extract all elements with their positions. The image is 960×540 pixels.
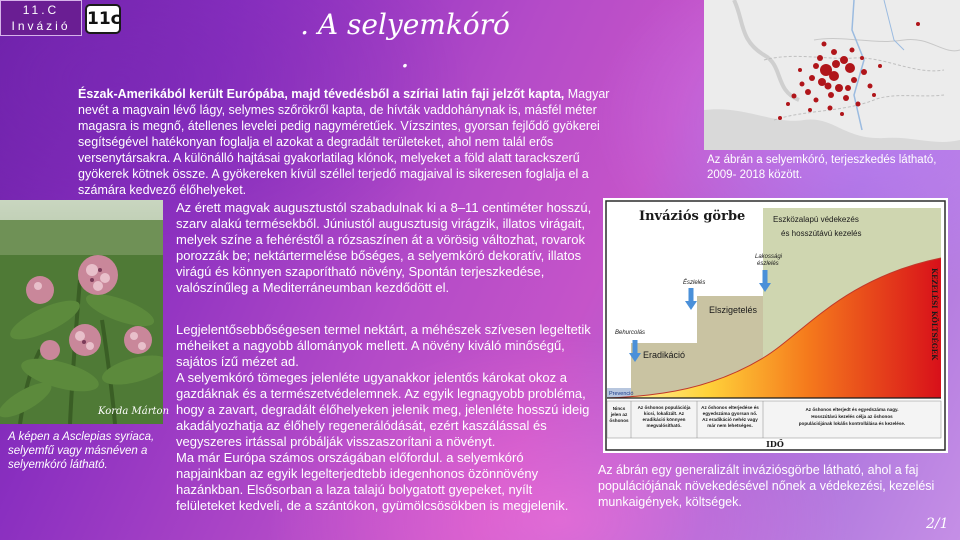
note-1-line-1: kicsi, lokalizált. Az [643,411,685,416]
impact-paragraph [176,322,591,514]
chart-title: Inváziós görbe [639,209,746,224]
seeds-paragraph: Az érett magvak augusztustól szabadulnak ki a 8–11 centiméter hosszú, szarv alakú termésekből. Júniustól augusztusig virágzik, illatos virágait, melyek színe a fehéréstől a rózsaszínen át a vörösig változhat, rovarok porozzák be; nektártermelése bőséges, a selyemkóró dekoratív, illatos virágú és könnyen szaporítható növény, Spontán terjeszkedése, valószínűleg a Mediterráneumban kezdődött el. [176,200,592,295]
photo-caption [8,430,168,472]
photo-credit: Korda Márton [98,406,170,417]
arrow-label-introduction: Behurcolás [615,330,646,336]
note-1-line-0: Az őshonos populációja [637,405,691,410]
chart-caption: Az ábrán egy generalizált inváziósgörbe látható, ahol a faj populációjának növekedésével nőnek a védekezési, kezelési munkaigények, költségek. [598,463,935,509]
note-0-line-1: jelen az [610,412,628,417]
class-logo: 11c [85,4,121,34]
arrow-label-detection: Észlelés [683,280,706,286]
map-caption: Az ábrán a selyemkóró, terjeszkedés látható, 2009- 2018 között. [707,154,937,181]
note-3-line-2: populációjának lokális kontrollálása és kezelése. [798,421,906,426]
page-number: 2/1 [926,516,949,532]
topic-label: Invázió [11,19,71,33]
arrow-label-public-detection-1: Lakossági [755,254,783,260]
intro-bold-lead: Észak-Amerikából került Európába, majd tévedésből a szíriai latin faji jelzőt kapta, [78,87,565,101]
class-label: 11.C [22,3,60,17]
invasion-curve-chart [603,198,948,453]
note-2-line-3: már nem lehetséges. [707,423,753,428]
impact-text: Legjelentősebbőségesen termel nektárt, a méhészek szívesen legeltetik méheiket a nagyobb állományok mellett. A növény kiváló minőségű, sajátos ízű mézet ad. A selyemkóró tömeges jelenléte ugyanakkor jelentős károkat okoz a gazdáknak és a természetvédelemnek. Az egyik legnagyobb probléma, hogy a zavart, degradált élőhelyeken jelenik meg, jelenléte hosszú ideig akadályozhatja az élőhely regenerálódását, ezért kaszálással és vegyszeres irtással próbálják visszaszorítani a növényt. Ma már Európa számos országában előfordul. a selyemkóró napjainkban az egyik legelterjedtebb idegenhonos özönnövény hazánkban. Elsősorban a laza talajú bolygatott gyepeket, nyílt felületeket kedveli, de a szántókon, gyümölcsösökben is megjelenik. [176,322,591,513]
page-title: . A selyemkóró . [300,8,510,74]
note-0-line-0: Nincs [612,406,626,411]
milkweed-image [0,200,163,424]
arrow-label-public-detection-2: észlelés [757,261,779,267]
note-2-line-0: Az őshonos elterjedése és [701,405,759,410]
distribution-map [704,0,960,150]
map-image [704,0,960,150]
y-axis-label: KEZELÉSI KÖLTSÉGEK [930,268,939,361]
intro-text: Magyar nevét a magvain lévő lágy, selymes szőrökről kapta, de hívták vaddohánynak is, másfél méter magasra is megnő, átellenes levelei pedig nagyméretűek. Vízszintes, gyorsan fejlődő gyökerei segítségével hatékonyan foglalja el azokat a degradált területeket, ahol nem talál erős versenytársakra. A különálló hajtásai gyakorlatilag klónok, melyeket a föld alatt tarackszerű gyökerek kötnek össze. A gyökereken kívül széllel terjedő magjaival is sikeresen foglalja el a számára kedvező élőhelyeket. [78,87,610,197]
stage-label-eradication: Eradikáció [643,350,686,360]
note-3-line-1: Hosszútávú kezelés célja az őshonos [811,414,893,419]
stage-label-prevention: Prevenció [609,391,634,397]
stage-label-management-1: Eszközalapú védekezés [773,215,859,224]
plant-photo [0,200,163,424]
photo-caption-rest: selyemkóró látható. [8,459,108,471]
stage-label-management-2: és hosszútávú kezelés [781,229,862,238]
note-2-line-1: egyedszáma gyorsan nő. [702,411,758,416]
x-axis-label: IDŐ [766,439,784,449]
note-2-line-2: Az eradikáció nehéz vagy [702,417,758,422]
stage-label-containment: Elszigetelés [709,305,758,315]
note-3-line-0: Az őshonos elterjedt és egyedszáma nagy. [805,407,899,412]
intro-paragraph [78,86,630,198]
photo-caption-italic: A képen a Asclepias syriaca, selyemfű vagy másnéven a [8,431,155,457]
note-1-line-3: megvalósítható. [646,423,682,428]
note-0-line-2: őshonos [609,418,629,423]
invasion-curve-svg [603,198,948,453]
note-1-line-2: eradikáció könnyen [642,417,686,422]
